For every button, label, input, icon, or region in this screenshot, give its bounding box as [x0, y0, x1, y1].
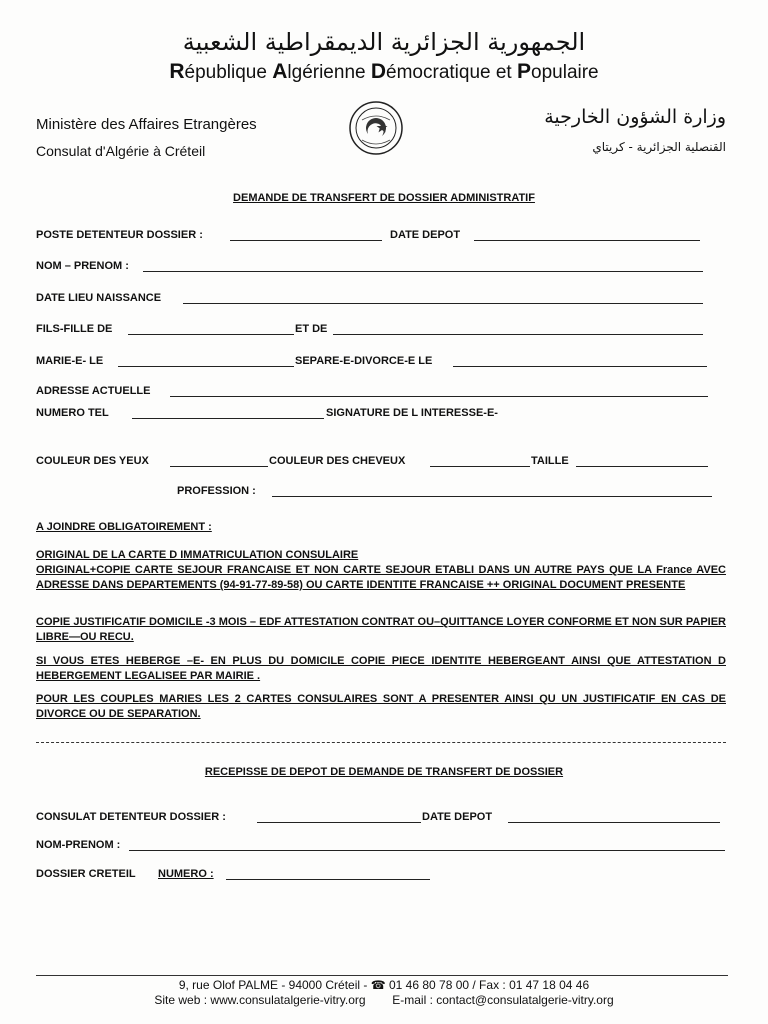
separe-label: SEPARE-E-DIVORCE-E LE	[295, 355, 433, 367]
yeux-field[interactable]	[170, 466, 268, 467]
dossier-creteil-label: DOSSIER CRETEIL	[36, 868, 136, 880]
joindre-heading: A JOINDRE OBLIGATOIREMENT :	[36, 521, 212, 533]
date-depot-label: DATE DEPOT	[390, 229, 461, 241]
profession-label: PROFESSION :	[177, 485, 256, 497]
footer-address: 9, rue Olof PALME - 94000 Créteil - ☎ 01 46 80 78 00 / Fax : 01 47 18 04 46	[178, 978, 590, 992]
consulat-detenteur-field[interactable]	[257, 822, 421, 823]
recepisse-date-depot-label: DATE DEPOT	[422, 811, 493, 823]
fils-fille-label: FILS-FILLE DE	[36, 323, 113, 335]
cheveux-field[interactable]	[430, 466, 530, 467]
date-depot-field[interactable]	[474, 240, 700, 241]
numero-label: NUMERO :	[158, 868, 214, 880]
et-de-field[interactable]	[333, 334, 703, 335]
profession-field[interactable]	[272, 496, 712, 497]
joindre-item-4: POUR LES COUPLES MARIES LES 2 CARTES CONSULAIRES SONT A PRESENTER AINSI QU UN JUSTIFICATIF EN CAS DE DIVORCE OU DE SEPARATION.	[36, 693, 726, 720]
arabic-republic-title: الجمهورية الجزائرية الديمقراطية الشعبية	[182, 28, 586, 56]
marie-label: MARIE-E- LE	[36, 355, 104, 367]
joindre-item-2: COPIE JUSTIFICATIF DOMICILE -3 MOIS – EDF ATTESTATION CONTRAT OU–QUITTANCE LOYER CONFORME ET NON SUR PAPIER LIBRE—OU RECU.	[36, 616, 726, 643]
nom-prenom-field[interactable]	[143, 271, 703, 272]
signature-label: SIGNATURE DE L INTERESSE-E-	[326, 407, 498, 419]
recepisse-title: RECEPISSE DE DEPOT DE DEMANDE DE TRANSFERT DE DOSSIER	[204, 766, 564, 778]
numero-tel-label: NUMERO TEL	[36, 407, 109, 419]
form-title: DEMANDE DE TRANSFERT DE DOSSIER ADMINISTRATIF	[233, 192, 535, 204]
footer-web-email: Site web : www.consulatalgerie-vitry.org E-mail : contact@consulatalgerie-vitry.org	[154, 993, 614, 1007]
taille-label: TAILLE	[531, 455, 569, 467]
cheveux-label: COULEUR DES CHEVEUX	[269, 455, 406, 467]
recepisse-nom-prenom-field[interactable]	[129, 850, 725, 851]
arabic-ministry-name: وزارة الشؤون الخارجية	[544, 106, 726, 128]
taille-field[interactable]	[576, 466, 708, 467]
joindre-item-1: ORIGINAL DE LA CARTE D IMMATRICULATION CONSULAIRE ORIGINAL+COPIE CARTE SEJOUR FRANCAISE ET NON CARTE SEJOUR ETABLI DANS UN AUTRE PAYS QUE LA France AVEC ADRESSE DANS DEPARTEMENTS (94-91-77-89-58) OU CARTE IDENTITE FRANCAISE ++ ORIGINAL DOCUMENT PRESENTE	[36, 549, 726, 591]
french-republic-title: République Algérienne Démocratique et Populaire	[169, 60, 599, 83]
footer-divider	[36, 975, 728, 976]
consulate-name: Consulat d'Algérie à Créteil	[36, 143, 206, 159]
joindre-item-3: SI VOUS ETES HEBERGE –E- EN PLUS DU DOMICILE COPIE PIECE IDENTITE HEBERGEANT AINSI QUE ATTESTATION D HEBERGEMENT LEGALISEE PAR MAIRIE .	[36, 655, 726, 682]
numero-field[interactable]	[226, 879, 430, 880]
recepisse-date-depot-field[interactable]	[508, 822, 720, 823]
consulat-detenteur-label: CONSULAT DETENTEUR DOSSIER :	[36, 811, 226, 823]
adresse-label: ADRESSE ACTUELLE	[36, 385, 151, 397]
ministry-name: Ministère des Affaires Etrangères	[36, 116, 257, 133]
poste-label: POSTE DETENTEUR DOSSIER :	[36, 229, 203, 241]
poste-field[interactable]	[230, 240, 382, 241]
recepisse-nom-prenom-label: NOM-PRENOM :	[36, 839, 121, 851]
separator-line	[36, 742, 726, 743]
national-seal-emblem	[348, 100, 404, 156]
marie-field[interactable]	[118, 366, 294, 367]
arabic-consulate-name: القنصلية الجزائرية - كريتاي	[592, 140, 726, 154]
nom-prenom-label: NOM – PRENOM :	[36, 260, 129, 272]
numero-tel-field[interactable]	[132, 418, 324, 419]
separe-field[interactable]	[453, 366, 707, 367]
date-lieu-field[interactable]	[183, 303, 703, 304]
date-lieu-label: DATE LIEU NAISSANCE	[36, 292, 162, 304]
fils-fille-field[interactable]	[128, 334, 294, 335]
et-de-label: ET DE	[295, 323, 328, 335]
yeux-label: COULEUR DES YEUX	[36, 455, 149, 467]
adresse-field[interactable]	[170, 396, 708, 397]
